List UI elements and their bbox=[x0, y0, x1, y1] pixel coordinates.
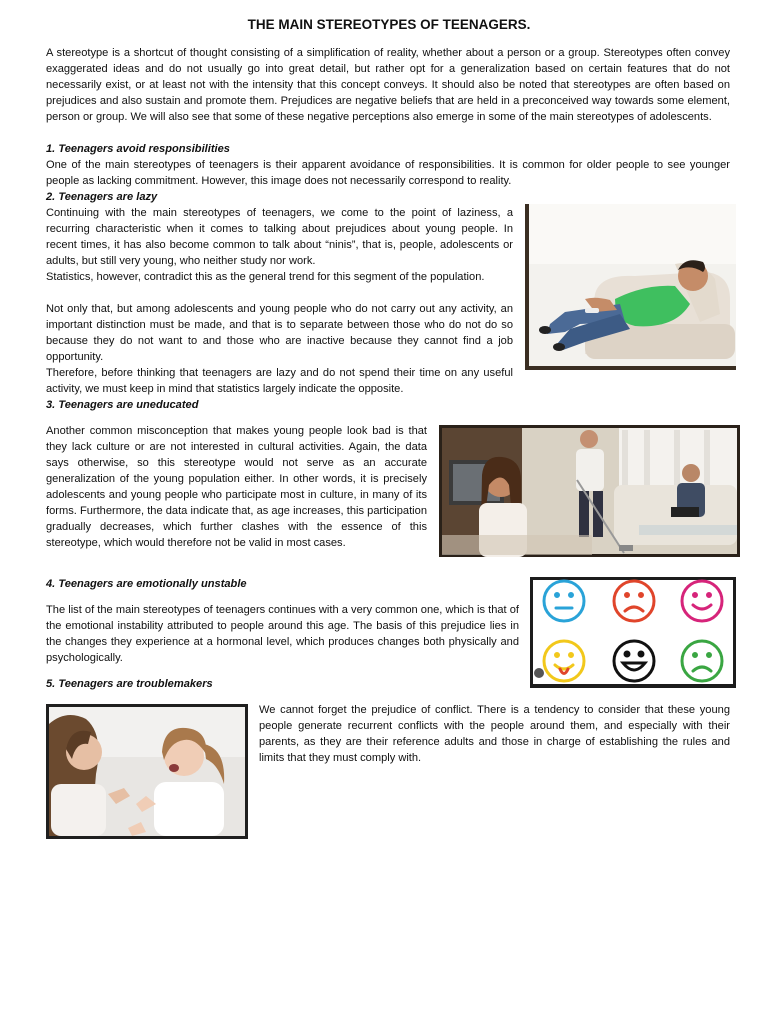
family-living-room-image bbox=[439, 425, 740, 557]
mother-daughter-argument-image bbox=[46, 704, 248, 839]
section-5-paragraph: We cannot forget the prejudice of conflict. There is a tendency to consider that these young people generate recurrent conflicts with the people around them, and especially with their parents, as they are their reference adults and those in charge of establishing the rules and limits that they must comply with. bbox=[259, 704, 730, 764]
section-5-heading: 5. Teenagers are troublemakers bbox=[46, 678, 213, 690]
section-1-paragraph: One of the main stereotypes of teenagers is their apparent avoidance of responsibilities. It is common for older people to see younger people as lacking commitment. However, this image does not necessarily correspond to reality. bbox=[46, 159, 730, 187]
section-1-heading: 1. Teenagers avoid responsibilities bbox=[46, 143, 230, 155]
lazy-teen-on-sofa-image bbox=[525, 204, 736, 370]
page-title: THE MAIN STEREOTYPES OF TEENAGERS. bbox=[247, 17, 531, 32]
section-4-paragraph: The list of the main stereotypes of teenagers continues with a very common one, which is that of the emotional instability attributed to people around this age. The basis of this prejudice lies in the changes they experience at a hormonal level, which produces changes both physically and psychologically. bbox=[46, 604, 519, 664]
section-3-heading: 3. Teenagers are uneducated bbox=[46, 399, 199, 411]
section-2-paragraph-2: Statistics, however, contradict this as the general trend for this segment of the population. bbox=[46, 271, 485, 283]
section-2-heading: 2. Teenagers are lazy bbox=[46, 191, 158, 203]
section-2-paragraph-1: Continuing with the main stereotypes of teenagers, we come to the point of laziness, a recurring characteristic when it comes to talking about prejudices about young people. In recent times, it has also become common to talk about “ninis”, that is, people, adolescents or adults, but still very young, who neither study nor work. bbox=[46, 207, 513, 267]
section-4-heading: 4. Teenagers are emotionally unstable bbox=[46, 578, 247, 590]
section-2-paragraph-4: Therefore, before thinking that teenagers are lazy and do not spend their time on any useful activity, we must keep in mind that statistics largely indicate the opposite. bbox=[46, 367, 513, 395]
intro-paragraph: A stereotype is a shortcut of thought consisting of a simplification of reality, whether about a person or a group. Stereotypes often convey exaggerated ideas and do not usually go into great detail, but rather opt for a generalization based on certain features that do not necessarily exist, or at least not with the intensity that this concept conveys. It should also be noted that stereotypes are often based on prejudices and also sustain and promote them. Prejudices are negative beliefs that are held in a preconceived way towards some element, person or group. We will also see that some of these negative perceptions also emerge in some of the main stereotypes of adolescents. bbox=[46, 47, 730, 123]
section-3-paragraph: Another common misconception that makes young people look bad is that they lack culture or are not interested in cultural activities. Again, the data says otherwise, so this stereotype would not serve as an accurate generalization of the young population either. In other words, it is precisely adolescents and young people who participate most in culture, in many of its forms. Furthermore, the data indicate that, as age increases, this participation gradually decreases, which further clashes with the essence of this stereotype, which would therefore not be valid in most cases. bbox=[46, 425, 427, 549]
section-2-paragraph-3: Not only that, but among adolescents and young people who do not carry out any activity, an important distinction must be made, and that is to separate between those who do not do so because they do not want to and those who are inactive because they cannot find a job opportunity. bbox=[46, 303, 513, 363]
emotion-faces-image bbox=[530, 577, 736, 688]
